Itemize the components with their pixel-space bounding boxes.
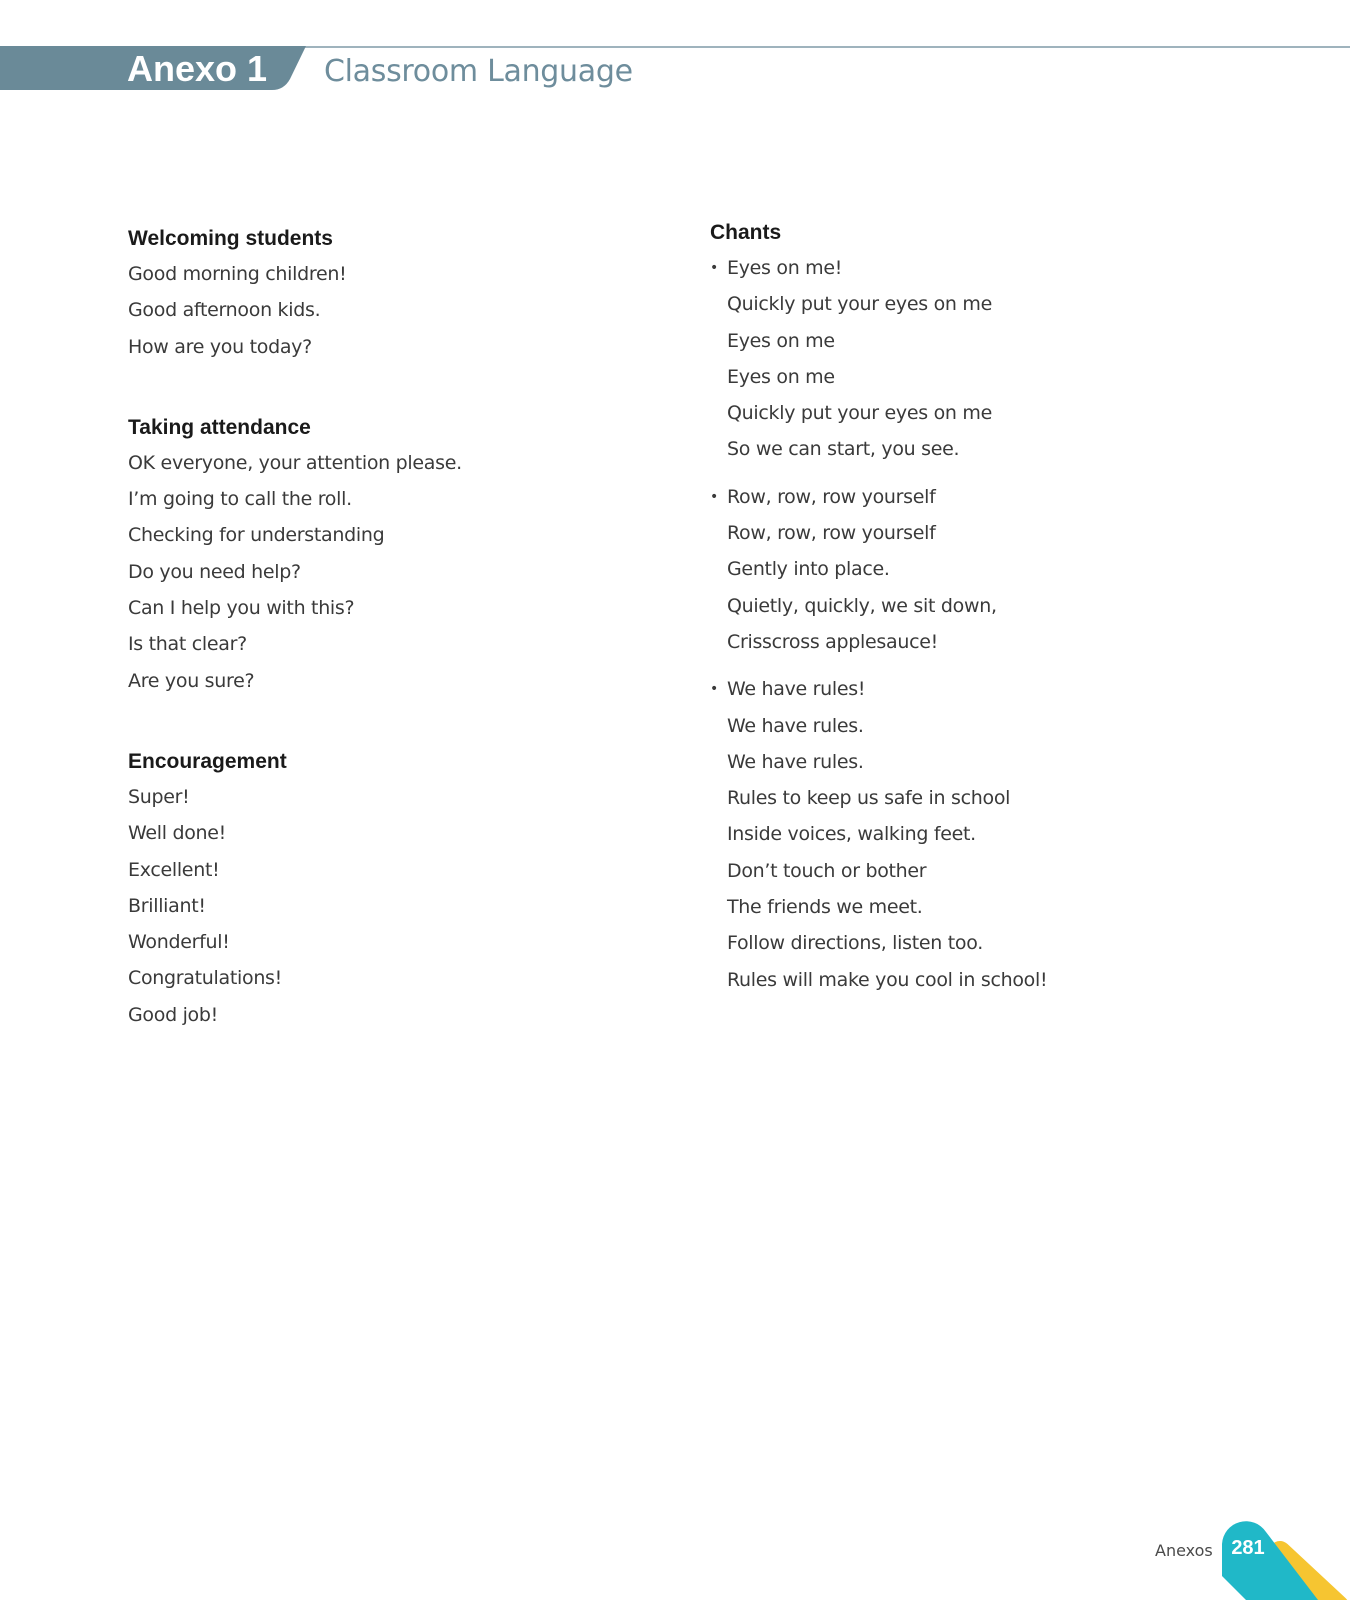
- chant-line: So we can start, you see.: [727, 438, 960, 461]
- chant-line: Eyes on me!: [727, 257, 843, 279]
- chant-line: Quietly, quickly, we sit down,: [727, 594, 997, 617]
- section-heading: Encouragement: [128, 749, 287, 773]
- page-number: 281: [1231, 1537, 1265, 1559]
- chant-we-have-rules: [710, 671, 1270, 998]
- section-heading: Taking attendance: [128, 415, 311, 439]
- chant-line: Eyes on me: [727, 365, 835, 388]
- phrase-line: Good morning children!: [128, 263, 347, 285]
- chant-line: Quickly put your eyes on me: [727, 402, 993, 425]
- chant-line: Row, row, row yourself: [727, 522, 936, 545]
- chant-line: Eyes on me: [727, 329, 835, 352]
- annex-label: Anexo 1: [127, 48, 268, 89]
- chant-line: We have rules!: [727, 678, 866, 701]
- chant-line: Row, row, row yourself: [727, 485, 936, 508]
- phrase-line: Is that clear?: [128, 633, 247, 656]
- phrase-line: Good job!: [128, 1003, 218, 1026]
- phrase-line: Are you sure?: [128, 669, 255, 692]
- bullet-icon: •: [710, 260, 719, 276]
- chant-line: Inside voices, walking feet.: [727, 823, 976, 846]
- right-column: [710, 220, 1270, 998]
- bullet-icon: •: [710, 488, 719, 505]
- section-encouragement: [128, 749, 648, 1033]
- chant-row-yourself: [710, 479, 1270, 660]
- phrase-line: Super!: [128, 785, 190, 808]
- chant-line: We have rules.: [727, 714, 864, 737]
- phrase-line: OK everyone, your attention please.: [128, 451, 462, 474]
- chant-line: We have rules.: [727, 750, 864, 773]
- chant-line: Crisscross applesauce!: [727, 630, 938, 653]
- section-taking-attendance: [128, 415, 648, 699]
- phrase-line: Well done!: [128, 822, 226, 845]
- chant-line: Don’t touch or bother: [727, 859, 927, 882]
- chant-line: Rules to keep us safe in school: [727, 787, 1011, 810]
- page-title: Classroom Language: [324, 54, 633, 89]
- footer-section-label: Anexos: [1155, 1541, 1213, 1560]
- phrase-line: Good afternoon kids.: [128, 299, 321, 322]
- bullet-icon: •: [710, 681, 719, 698]
- section-welcoming-students: [128, 226, 648, 365]
- phrase-line: Congratulations!: [128, 967, 282, 990]
- chant-eyes-on-me: [710, 250, 1270, 468]
- phrase-line: Brilliant!: [128, 894, 206, 917]
- chant-line: Rules will make you cool in school!: [727, 968, 1048, 991]
- left-column: [128, 226, 648, 1033]
- chant-line: The friends we meet.: [727, 896, 923, 919]
- section-heading: Welcoming students: [128, 227, 333, 250]
- phrase-line: How are you today?: [128, 335, 312, 358]
- chant-line: Gently into place.: [727, 558, 890, 581]
- phrase-line: I’m going to call the roll.: [128, 488, 352, 511]
- phrase-line: Can I help you with this?: [128, 597, 355, 620]
- section-heading-chants: Chants: [710, 221, 782, 244]
- chant-line: Follow directions, listen too.: [727, 932, 983, 955]
- phrase-line: Excellent!: [128, 858, 220, 881]
- phrase-line: Wonderful!: [128, 931, 230, 954]
- chant-line: Quickly put your eyes on me: [727, 293, 993, 316]
- phrase-line: Checking for understanding: [128, 524, 385, 547]
- phrase-line: Do you need help?: [128, 560, 301, 583]
